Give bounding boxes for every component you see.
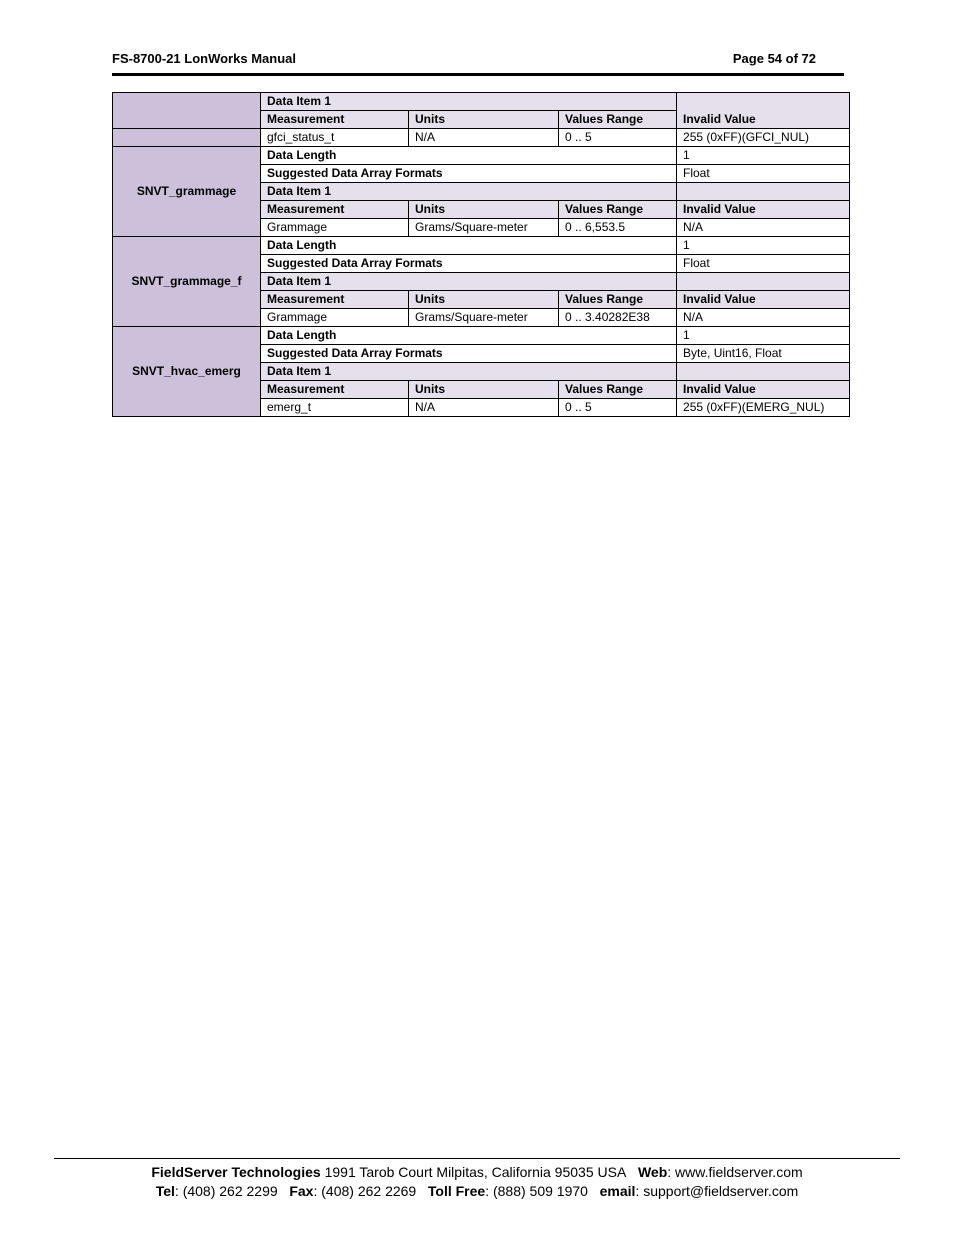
measurement-cell: emerg_t [261,399,409,417]
page-footer [54,1158,900,1201]
table-row [113,147,850,165]
table-row [113,129,850,147]
email-label: email [599,1183,636,1199]
snvt-name-grammage: SNVT_grammage [113,147,261,237]
measurement-header: Measurement [261,291,409,309]
values-range-header: Values Range [559,381,677,399]
formats-value: Float [677,255,850,273]
measurement-cell: Grammage [261,219,409,237]
email-value: : support@fieldserver.com [635,1183,799,1199]
data-item-blank [677,363,850,381]
measurement-header: Measurement [261,111,409,129]
data-item-label: Data Item 1 [261,93,677,111]
units-cell: Grams/Square-meter [409,219,559,237]
web-label: Web [637,1164,668,1180]
table-row [113,237,850,255]
invalid-cell: 255 (0xFF)(EMERG_NUL) [677,399,850,417]
tollfree-value: : (888) 509 1970 [485,1183,588,1199]
range-cell: 0 .. 6,553.5 [559,219,677,237]
snvt-name-continued [113,93,261,129]
units-cell: Grams/Square-meter [409,309,559,327]
formats-label: Suggested Data Array Formats [261,345,677,363]
web-value: : www.fieldserver.com [667,1164,803,1180]
footer-line-1 [54,1163,900,1182]
units-cell: N/A [409,129,559,147]
data-length-label: Data Length [261,147,677,165]
invalid-value-header: Invalid Value [677,93,850,129]
data-length-value: 1 [677,147,850,165]
fax-label: Fax [289,1183,314,1199]
tel-label: Tel [155,1183,175,1199]
measurement-header: Measurement [261,381,409,399]
values-range-header: Values Range [559,111,677,129]
tel-value: : (408) 262 2299 [174,1183,278,1199]
company-address: 1991 Tarob Court Milpitas, California 95035 USA [320,1164,627,1180]
measurement-cell: gfci_status_t [261,129,409,147]
fax-value: : (408) 262 2269 [313,1183,417,1199]
data-item-blank [677,183,850,201]
snvt-name-continued-cont [113,129,261,147]
data-item-label: Data Item 1 [261,183,677,201]
invalid-cell: 255 (0xFF)(GFCI_NUL) [677,129,850,147]
values-range-header: Values Range [559,201,677,219]
formats-value: Float [677,165,850,183]
company-name: FieldServer Technologies [151,1164,321,1180]
tollfree-label: Toll Free [427,1183,486,1199]
data-length-label: Data Length [261,327,677,345]
data-length-label: Data Length [261,237,677,255]
snvt-name-hvac-emerg: SNVT_hvac_emerg [113,327,261,417]
formats-value: Byte, Uint16, Float [677,345,850,363]
page-number: Page 54 of 72 [732,51,816,66]
units-header: Units [409,291,559,309]
table-row [113,93,850,111]
data-length-value: 1 [677,327,850,345]
data-length-value: 1 [677,237,850,255]
measurement-header: Measurement [261,201,409,219]
formats-label: Suggested Data Array Formats [261,255,677,273]
data-item-label: Data Item 1 [261,363,677,381]
footer-line-2 [54,1182,900,1201]
range-cell: 0 .. 3.40282E38 [559,309,677,327]
units-header: Units [409,111,559,129]
snvt-name-grammage-f: SNVT_grammage_f [113,237,261,327]
measurement-cell: Grammage [261,309,409,327]
units-header: Units [409,381,559,399]
snvt-table [112,92,850,417]
units-cell: N/A [409,399,559,417]
data-item-blank [677,273,850,291]
invalid-value-header: Invalid Value [677,381,850,399]
page-header [112,49,844,76]
values-range-header: Values Range [559,291,677,309]
invalid-cell: N/A [677,219,850,237]
invalid-value-header: Invalid Value [677,201,850,219]
data-item-label: Data Item 1 [261,273,677,291]
invalid-value-header: Invalid Value [677,291,850,309]
table-row [113,327,850,345]
range-cell: 0 .. 5 [559,399,677,417]
invalid-cell: N/A [677,309,850,327]
formats-label: Suggested Data Array Formats [261,165,677,183]
units-header: Units [409,201,559,219]
range-cell: 0 .. 5 [559,129,677,147]
manual-title: FS-8700-21 LonWorks Manual [112,51,296,66]
